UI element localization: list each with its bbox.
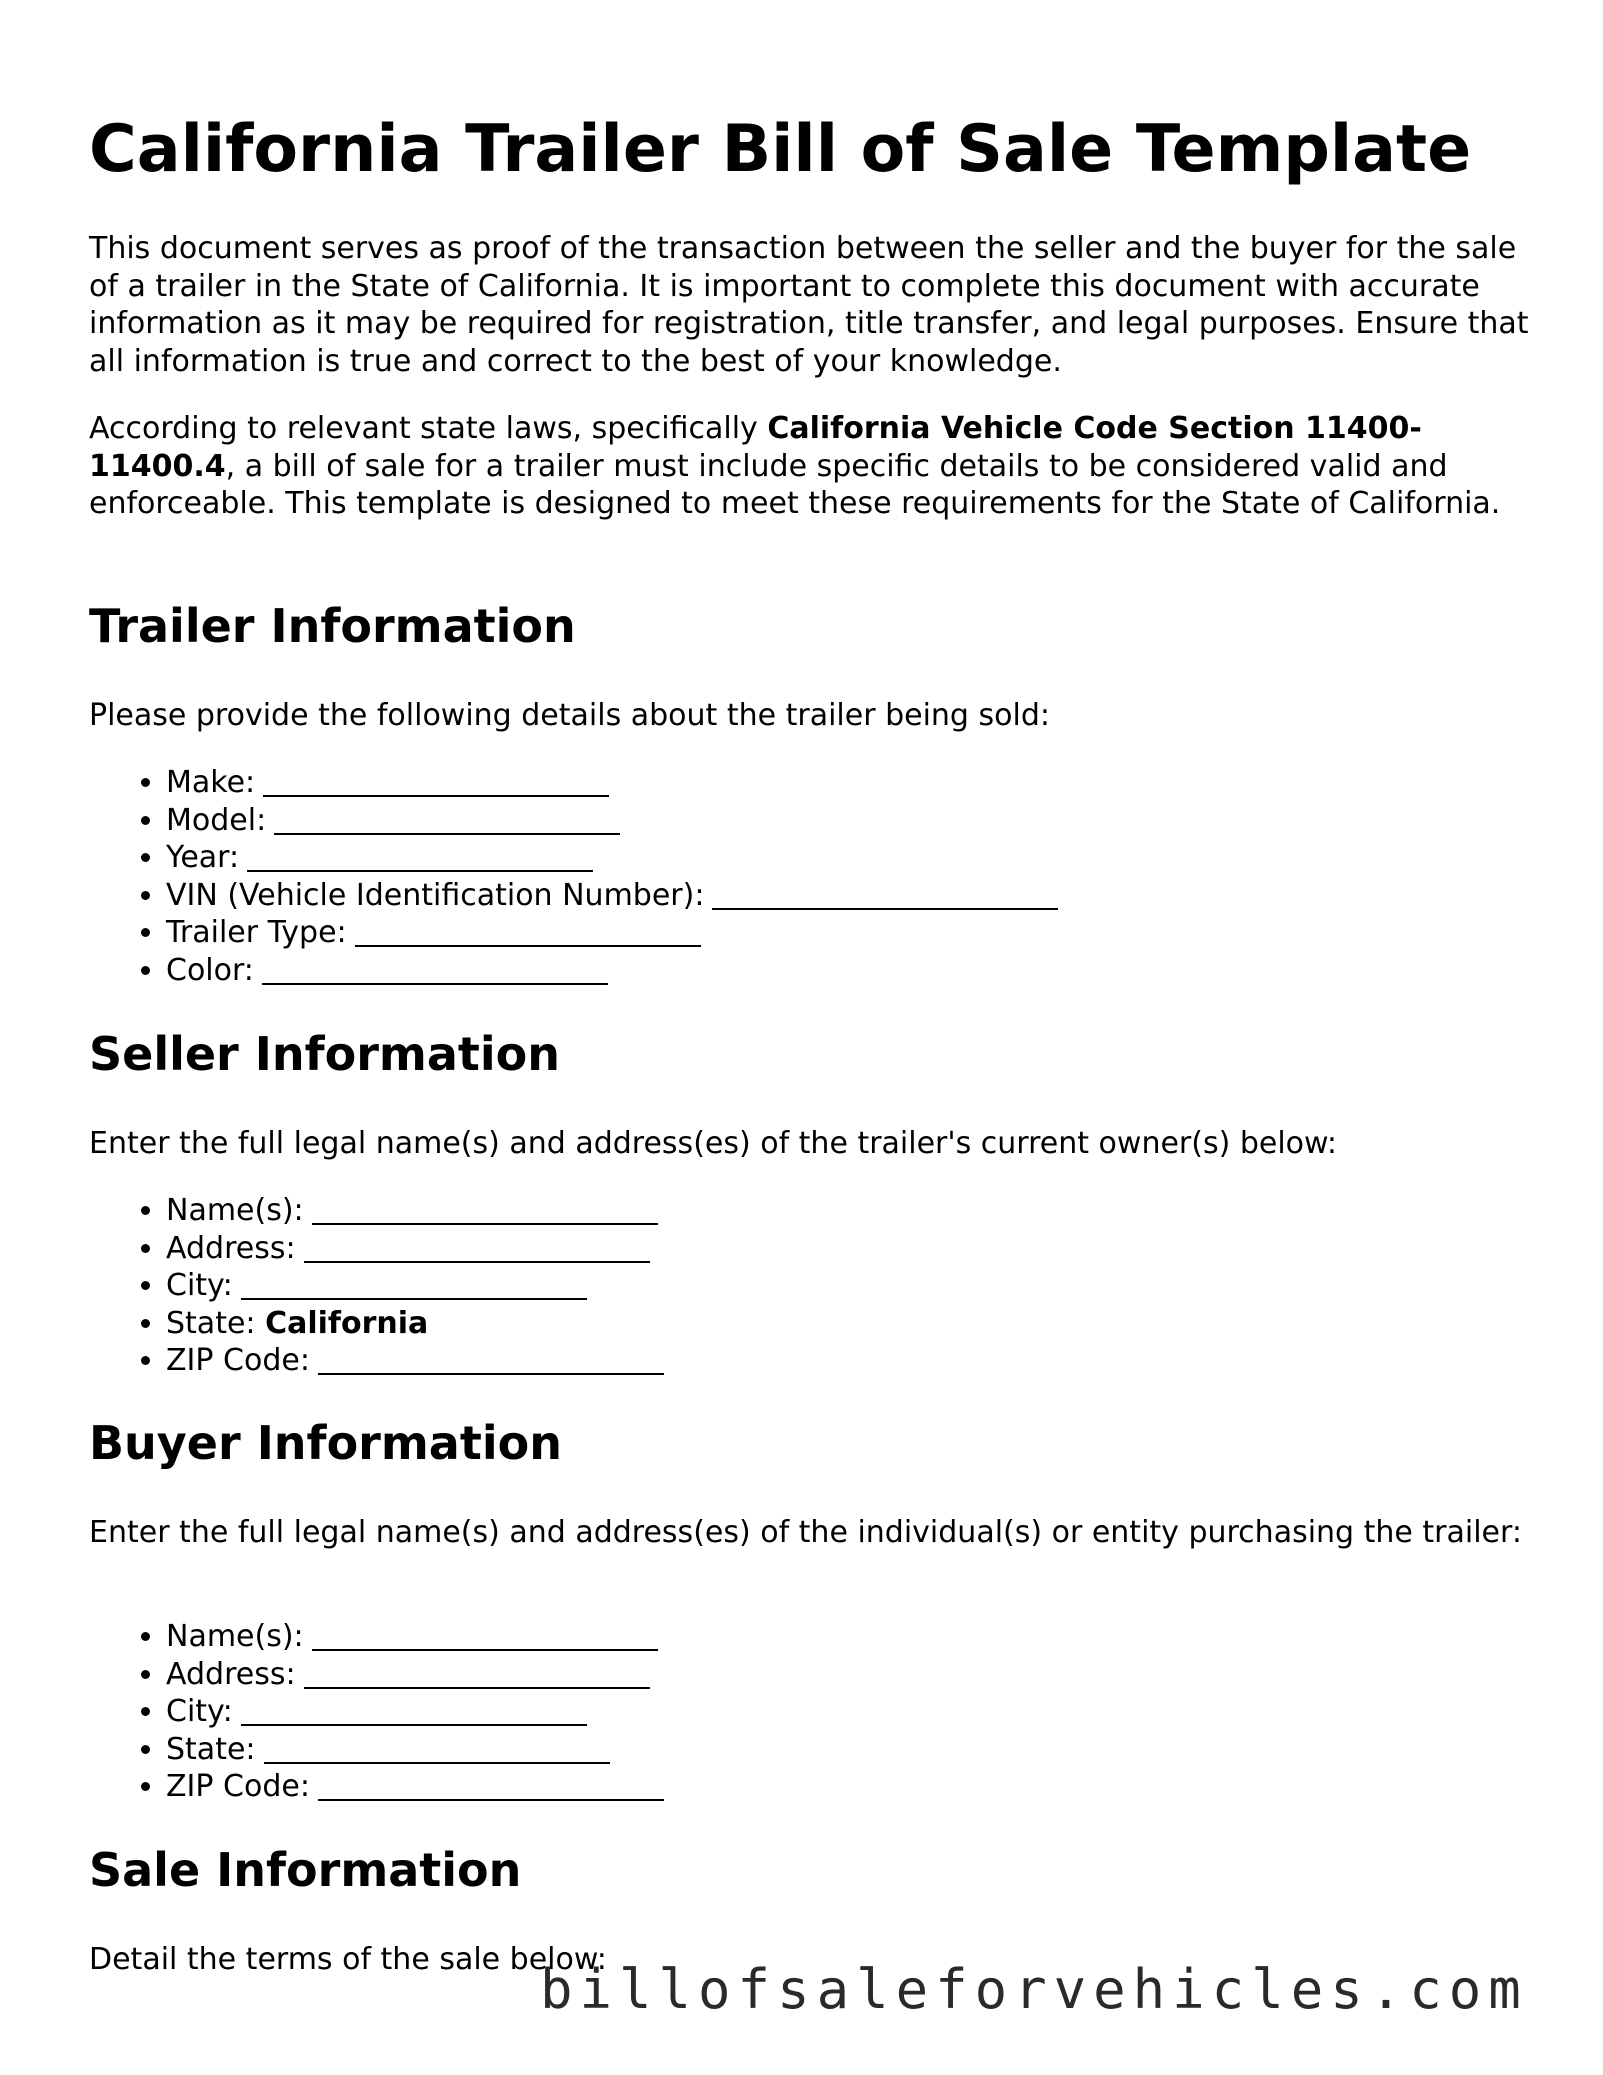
buyer-city-blank[interactable] bbox=[241, 1694, 587, 1726]
buyer-fields-list bbox=[89, 1618, 664, 1806]
watermark: billofsaleforvehicles.com bbox=[540, 1958, 1528, 2021]
intro-paragraph-2 bbox=[89, 410, 1509, 523]
list-item bbox=[166, 877, 1058, 915]
list-item bbox=[166, 1192, 664, 1230]
list-item bbox=[166, 1731, 664, 1769]
buyer-zip-blank[interactable] bbox=[318, 1769, 664, 1801]
seller-zip-blank[interactable] bbox=[318, 1343, 664, 1375]
list-item bbox=[166, 839, 1058, 877]
field-label: Name(s): bbox=[166, 1193, 304, 1228]
intro-text-after: , a bill of sale for a trailer must include specific details to be considered valid and enforceable. This template is designed to meet these requirements for the State of California. bbox=[89, 448, 1501, 521]
field-label: Year: bbox=[166, 840, 240, 875]
vin-blank[interactable] bbox=[712, 878, 1058, 910]
field-label: City: bbox=[166, 1268, 233, 1303]
buyer-info-instruction: Enter the full legal name(s) and address(es) of the individual(s) or entity purchasing the trailer: bbox=[89, 1515, 1522, 1550]
list-item bbox=[166, 914, 1058, 952]
model-blank[interactable] bbox=[274, 803, 620, 835]
list-item bbox=[166, 1305, 664, 1343]
field-label: ZIP Code: bbox=[166, 1769, 310, 1804]
make-blank[interactable] bbox=[263, 765, 609, 797]
color-blank[interactable] bbox=[262, 953, 608, 985]
seller-name-blank[interactable] bbox=[312, 1193, 658, 1225]
seller-address-blank[interactable] bbox=[304, 1231, 650, 1263]
field-label: Color: bbox=[166, 952, 254, 988]
seller-city-blank[interactable] bbox=[241, 1268, 587, 1300]
trailer-fields-list bbox=[89, 764, 1058, 989]
buyer-info-heading: Buyer Information bbox=[89, 1416, 562, 1470]
list-item bbox=[166, 952, 1058, 990]
vehicle-code-reference: California Vehicle Code Section 11400-11400.4 bbox=[89, 411, 1422, 484]
intro-paragraph-1: This document serves as proof of the transaction between the seller and the buyer for the sale of a trailer in the State of California. It is important to complete this document with accurate information as it may be required for registration, title transfer, and legal purposes. Ensure that all information is true and correct to the best of your knowledge. bbox=[89, 231, 1529, 379]
field-label: State: bbox=[166, 1731, 256, 1767]
field-label: VIN (Vehicle Identification Number): bbox=[166, 877, 705, 913]
field-label: Model: bbox=[166, 802, 267, 838]
list-item bbox=[166, 1693, 664, 1731]
buyer-name-blank[interactable] bbox=[312, 1619, 658, 1651]
list-item bbox=[166, 802, 1058, 840]
list-item bbox=[166, 1618, 664, 1656]
seller-info-instruction: Enter the full legal name(s) and address(es) of the trailer's current owner(s) below: bbox=[89, 1126, 1338, 1161]
sale-info-instruction: Detail the terms of the sale below: bbox=[89, 1942, 607, 1977]
field-label: City: bbox=[166, 1694, 233, 1729]
field-label: ZIP Code: bbox=[166, 1343, 310, 1378]
list-item bbox=[166, 1768, 664, 1806]
year-blank[interactable] bbox=[247, 840, 593, 872]
intro-text-before: According to relevant state laws, specifically bbox=[89, 411, 768, 446]
field-label: State: bbox=[166, 1305, 256, 1341]
field-label: Name(s): bbox=[166, 1619, 304, 1654]
list-item bbox=[166, 1342, 664, 1380]
list-item bbox=[166, 1656, 664, 1694]
field-label: Address: bbox=[166, 1230, 296, 1266]
buyer-address-blank[interactable] bbox=[304, 1657, 650, 1689]
list-item bbox=[166, 1230, 664, 1268]
seller-info-heading: Seller Information bbox=[89, 1027, 561, 1081]
field-label: Make: bbox=[166, 765, 256, 800]
seller-state-value: California bbox=[265, 1305, 429, 1341]
sale-info-heading: Sale Information bbox=[89, 1843, 522, 1897]
trailer-info-heading: Trailer Information bbox=[89, 599, 576, 653]
page-title: California Trailer Bill of Sale Template bbox=[89, 112, 1472, 187]
trailer-info-instruction: Please provide the following details about the trailer being sold: bbox=[89, 698, 1050, 733]
field-label: Address: bbox=[166, 1656, 296, 1692]
field-label: Trailer Type: bbox=[166, 915, 347, 950]
seller-fields-list bbox=[89, 1192, 664, 1380]
list-item bbox=[166, 764, 1058, 802]
trailer-type-blank[interactable] bbox=[355, 915, 701, 947]
buyer-state-blank[interactable] bbox=[264, 1732, 610, 1764]
list-item bbox=[166, 1267, 664, 1305]
